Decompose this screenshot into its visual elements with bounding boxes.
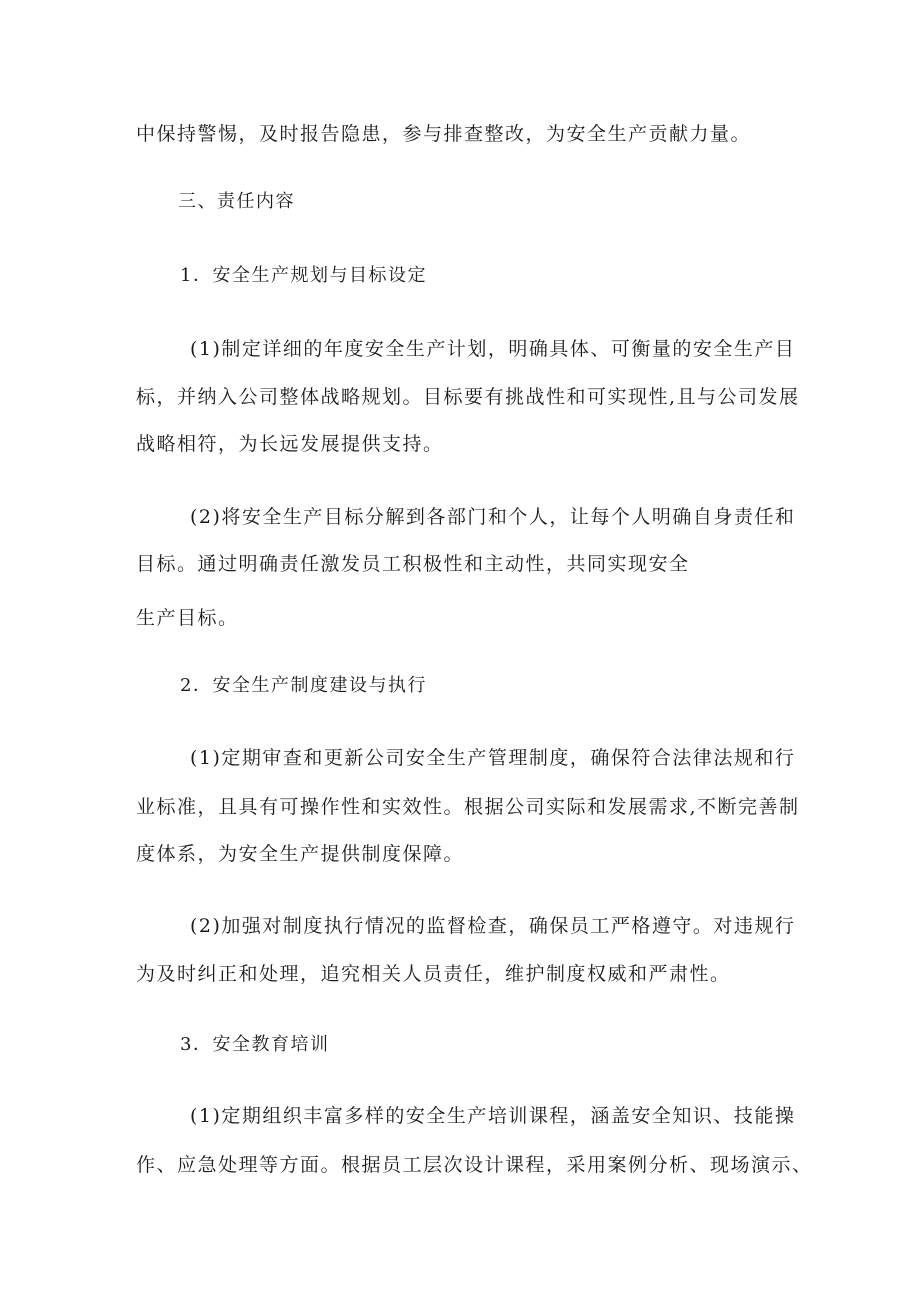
paragraph-line: 标，并纳入公司整体战略规划。目标要有挑战性和可实现性,且与公司发展 (136, 386, 800, 408)
paragraph-line: 业标准，且具有可操作性和实效性。根据公司实际和发展需求,不断完善制 (136, 796, 800, 818)
section-heading: 三、责任内容 (178, 191, 295, 212)
subsection-heading: 2．安全生产制度建设与执行 (180, 675, 427, 696)
paragraph-line: 中保持警惕，及时报告隐患，参与排查整改，为安全生产贡献力量。 (136, 123, 752, 145)
paragraph-line: (1)制定详细的年度安全生产计划，明确具体、可衡量的安全生产目 (190, 338, 796, 360)
paragraph-line: (2)加强对制度执行情况的监督检查，确保员工严格遵守。对违规行 (190, 915, 796, 937)
paragraph-line: 战略相符，为长远发展提供支持。 (136, 433, 444, 455)
paragraph-line: (1)定期组织丰富多样的安全生产培训课程，涵盖安全知识、技能操 (190, 1105, 796, 1127)
paragraph-line: 为及时纠正和处理，追究相关人员责任，维护制度权威和严肃性。 (136, 963, 731, 985)
paragraph-line: 生产目标。 (136, 607, 239, 629)
subsection-heading: 1．安全生产规划与目标设定 (180, 265, 427, 286)
paragraph-line: (1)定期审查和更新公司安全生产管理制度，确保符合法律法规和行 (190, 747, 796, 769)
subsection-heading: 3．安全教育培训 (180, 1034, 330, 1055)
paragraph-line: 作、应急处理等方面。根据员工层次设计课程，采用案例分析、现场演示、 (136, 1154, 813, 1176)
paragraph-line: 度体系，为安全生产提供制度保障。 (136, 843, 465, 865)
paragraph-line: (2)将安全生产目标分解到各部门和个人，让每个人明确自身责任和 (190, 506, 796, 528)
paragraph-line: 目标。通过明确责任激发员工积极性和主动性，共同实现安全 (136, 553, 690, 575)
